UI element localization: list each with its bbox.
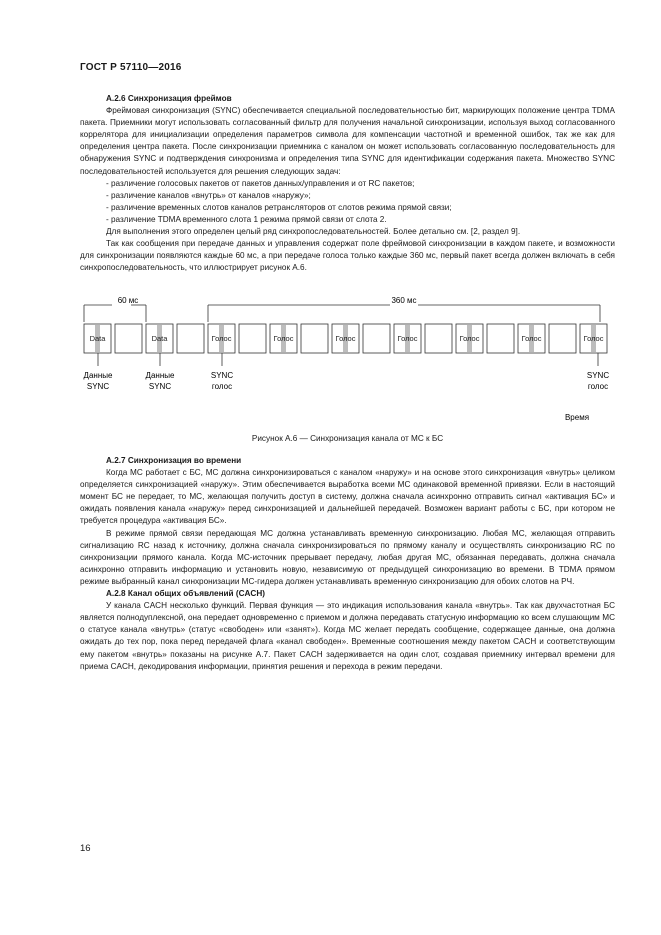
paragraph: Фреймовая синхронизация (SYNC) обеспечивается специальной последовательностью бит, маркирующих положение центра TDMA пакета. Приемники могут использовать согласованный фильтр для получения начальной синхронизации, используя выход согласованного коррелятора для инициализации определения параметров символа для компенсации частотной и временной ошибок, так же как для определения центра пакета. После синхронизации приемника с каналом он может использовать согласованную последовательность для обнаружения SYNC и подтверждения синхронизма и определения типа SYNC для идентификации содержания пакета. Множество SYNC последовательностей используется для решения следующих задач: xyxy=(80,106,615,176)
slot-label: Голос xyxy=(521,334,542,343)
voice-sync-label: SYNC xyxy=(586,371,610,380)
section-heading: А.2.6 Синхронизация фреймов xyxy=(106,94,232,103)
data-sync-label: SYNC xyxy=(148,382,172,391)
slot-box xyxy=(549,324,576,353)
slot-label: Голос xyxy=(273,334,294,343)
slot-box xyxy=(301,324,328,353)
document-code: ГОСТ Р 57110—2016 xyxy=(80,62,182,73)
slot-label: Голос xyxy=(335,334,356,343)
list-item: - различение каналов «внутрь» от каналов «наружу»; xyxy=(106,190,311,200)
slot-box xyxy=(425,324,452,353)
slot-label: Data xyxy=(151,334,168,343)
slot-box xyxy=(177,324,204,353)
slot-label: Голос xyxy=(397,334,418,343)
slot-label: Data xyxy=(89,334,106,343)
slot-label: Голос xyxy=(459,334,480,343)
paragraph: Для выполнения этого определен целый ряд синхропоследовательностей. Более детально см. [2, раздел 9]. xyxy=(106,227,521,237)
slot-label: Голос xyxy=(583,334,604,343)
time-axis-label: Время xyxy=(564,413,590,422)
voice-sync-label: голос xyxy=(587,382,609,391)
paragraph: Когда МС работает с БС, МС должна синхронизироваться с каналом «наружу» и на основе этого синхронизация «внутрь» целиком определяется синхронизацией «наружу». Этим обеспечивается выработка всеми МС одинаковой временной привязки. Если в настоящий момент БС не передает, то МС, желающая получить доступ в систему, должна сначала асинхронно отправить сигнал «активация БС» и ожидать появления канала «наружу» перед синхронизацией и дальнейшей передачей. Возможен вариант работы с БС, при котором не требуется процедура «активация БС». xyxy=(80,468,615,526)
section-heading: А.2.7 Синхронизация во времени xyxy=(106,456,242,465)
slot-label: Голос xyxy=(211,334,232,343)
list-item: - различение голосовых пакетов от пакетов данных/управления и от RC пакетов; xyxy=(106,178,415,188)
slot-box xyxy=(239,324,266,353)
page-number: 16 xyxy=(80,843,91,854)
paragraph: В режиме прямой связи передающая МС должна устанавливать временную синхронизацию. Любая МС, желающая отправить сигнализацию RC назад к источнику, должна сначала синхронизироваться по прямому каналу и осуществлять синхронизацию RC по синхронизации прямого канала. Когда МС-источник прерывает передачу, любая другая МС, обязанная передавать, должна сначала асинхронно отправить информацию и установить новую, независимую от предыдущей синхронизацию во времени. В TDMA прямом режиме выбранный канал синхронизации МС-гидера должен устанавливать временную синхронизацию для обоих слотов на РЧ. xyxy=(80,528,615,586)
figure-caption: Рисунок А.6 — Синхронизация канала от МС к БС xyxy=(251,434,444,443)
span-60-label: 60 мс xyxy=(117,296,139,305)
section-heading: А.2.8 Канал общих объявлений (CACH) xyxy=(106,589,265,599)
slot-box xyxy=(115,324,142,353)
data-sync-label: Данные xyxy=(145,371,175,380)
slot-box xyxy=(487,324,514,353)
slot-box xyxy=(363,324,390,353)
slot-row xyxy=(84,324,607,353)
section-a27 xyxy=(80,455,615,673)
data-sync-label: SYNC xyxy=(86,382,110,391)
data-sync-label: Данные xyxy=(83,371,113,380)
list-item: - различение временных слотов каналов ретрансляторов от слотов режима прямой связи; xyxy=(106,202,452,212)
paragraph: Так как сообщения при передаче данных и управления содержат поле фреймовой синхронизации в каждом пакете, и возможности для синхронизации появляются каждые 60 мс, а при передаче голоса только каждые 360 мс, первый пакет всегда должен включать в себя синхропоследовательность, что иллюстрирует рисунок А.6. xyxy=(80,239,615,273)
span-360-label: 360 мс xyxy=(391,296,417,305)
voice-sync-label: SYNC xyxy=(210,371,234,380)
list-item: - различение TDMA временного слота 1 режима прямой связи от слота 2. xyxy=(106,214,387,224)
paragraph: У канала CACH несколько функций. Первая функция — это индикация использования канала «внутрь». Так как двухчастотная БС является полнодуплексной, она передает одновременно с приемом и должна передавать статусную информацию ко всем слушающим МС о статусе канала «внутрь» (статус «свободен» или «занят»). Когда МС желает передать сообщение, содержащее данные, она должна ожидать до тех пор, пока перед передачей флага «канал свободен». Временные соотношения между пакетом CACH и соответствующим ему пакетом «внутрь» показаны на рисунке А.7. Пакет CACH задерживается на один слот, создавая приемнику интервал времени для приема CACH, декодирования информации, принятия решения и перехода в режим передачи. xyxy=(80,601,615,671)
voice-sync-label: голос xyxy=(211,382,233,391)
